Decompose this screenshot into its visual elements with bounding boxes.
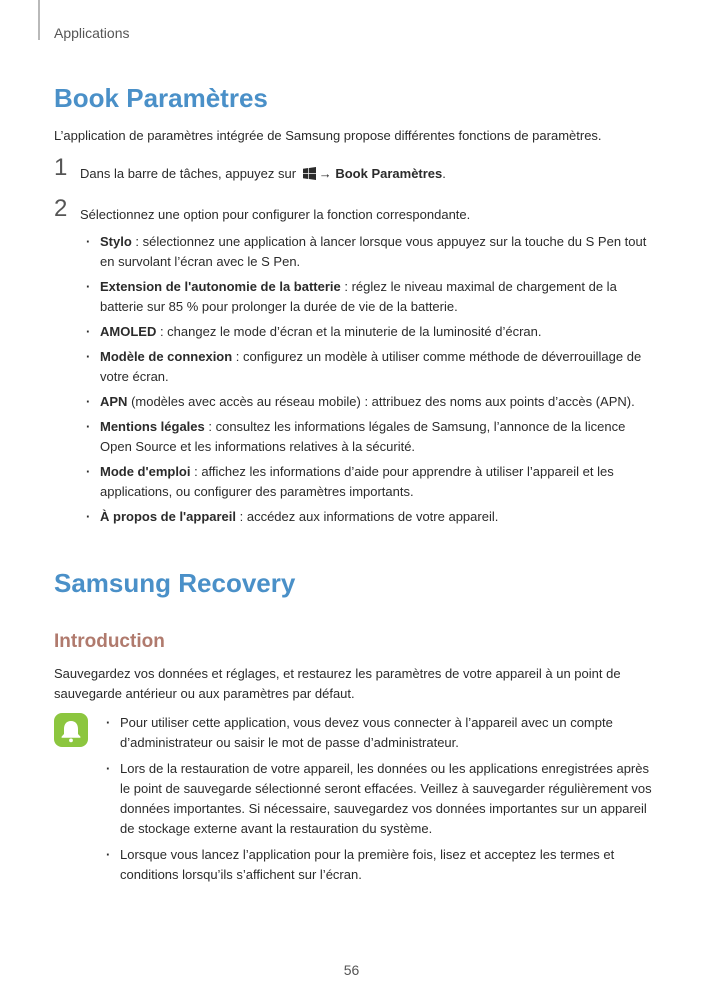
list-item: · APN (modèles avec accès au réseau mobile) : attribuez des noms aux points d’accès (APN). xyxy=(86,392,656,412)
recovery-intro: Sauvegardez vos données et réglages, et restaurez les paramètres de votre appareil à un point de sauvegarde antérieur ou aux paramètres par défaut. xyxy=(54,666,621,701)
recovery-title: Samsung Recovery xyxy=(54,568,296,598)
section-name: Applications xyxy=(54,25,130,41)
list-item: · Pour utiliser cette application, vous devez vous connecter à l’appareil avec un compte d’administrateur ou saisir le mot de passe d’administrateur. xyxy=(106,713,656,753)
book-title: Book Paramètres xyxy=(54,83,268,113)
list-item: · Stylo : sélectionnez une application à lancer lorsque vous appuyez sur la touche du S Pen tout en survolant l’écran avec le S Pen. xyxy=(86,232,656,272)
step-number: 2 xyxy=(54,195,68,222)
list-item: · Lorsque vous lancez l’application pour la première fois, lisez et acceptez les termes et conditions lorsqu’ils s’affichent sur l’écran. xyxy=(106,845,656,885)
options-list xyxy=(86,232,656,532)
list-item: · Mode d'emploi : affichez les informations d’aide pour apprendre à utiliser l’appareil et les applications, ou configurer des paramètres importants. xyxy=(86,462,656,502)
list-item: · AMOLED : changez le mode d’écran et la minuterie de la luminosité d’écran. xyxy=(86,322,656,342)
list-item: · À propos de l'appareil : accédez aux informations de votre appareil. xyxy=(86,507,656,527)
list-item: · Modèle de connexion : configurez un modèle à utiliser comme méthode de déverrouillage de votre écran. xyxy=(86,347,656,387)
list-item: · Extension de l'autonomie de la batterie : réglez le niveau maximal de chargement de la batterie sur 85 % pour prolonger la durée de vie de la batterie. xyxy=(86,277,656,317)
header-rule xyxy=(38,0,40,40)
step-text: Sélectionnez une option pour configurer la fonction correspondante. xyxy=(80,207,471,222)
notes-list xyxy=(106,713,656,891)
list-item: · Lors de la restauration de votre appareil, les données ou les applications enregistrées après le point de sauvegarde sélectionné seront effacées. Veillez à sauvegarder régulièrement vos données importantes. Si nécessaire, sauvegardez vos données importantes sur un appareil de stockage externe avant la restauration du système. xyxy=(106,759,656,839)
step-text: Dans la barre de tâches, appuyez sur → Book Paramètres. xyxy=(80,166,446,181)
recovery-subtitle: Introduction xyxy=(54,631,165,652)
windows-icon xyxy=(303,167,316,180)
page-number: 56 xyxy=(343,962,360,978)
step-number: 1 xyxy=(54,154,68,181)
list-item: · Mentions légales : consultez les informations légales de Samsung, l’annonce de la licence Open Source et les informations relatives à la sécurité. xyxy=(86,417,656,457)
notice-icon xyxy=(54,713,88,747)
book-intro: L’application de paramètres intégrée de Samsung propose différentes fonctions de paramètres. xyxy=(54,128,602,143)
bell-icon xyxy=(54,713,88,747)
book-parametres-link: Book Paramètres xyxy=(335,166,443,181)
